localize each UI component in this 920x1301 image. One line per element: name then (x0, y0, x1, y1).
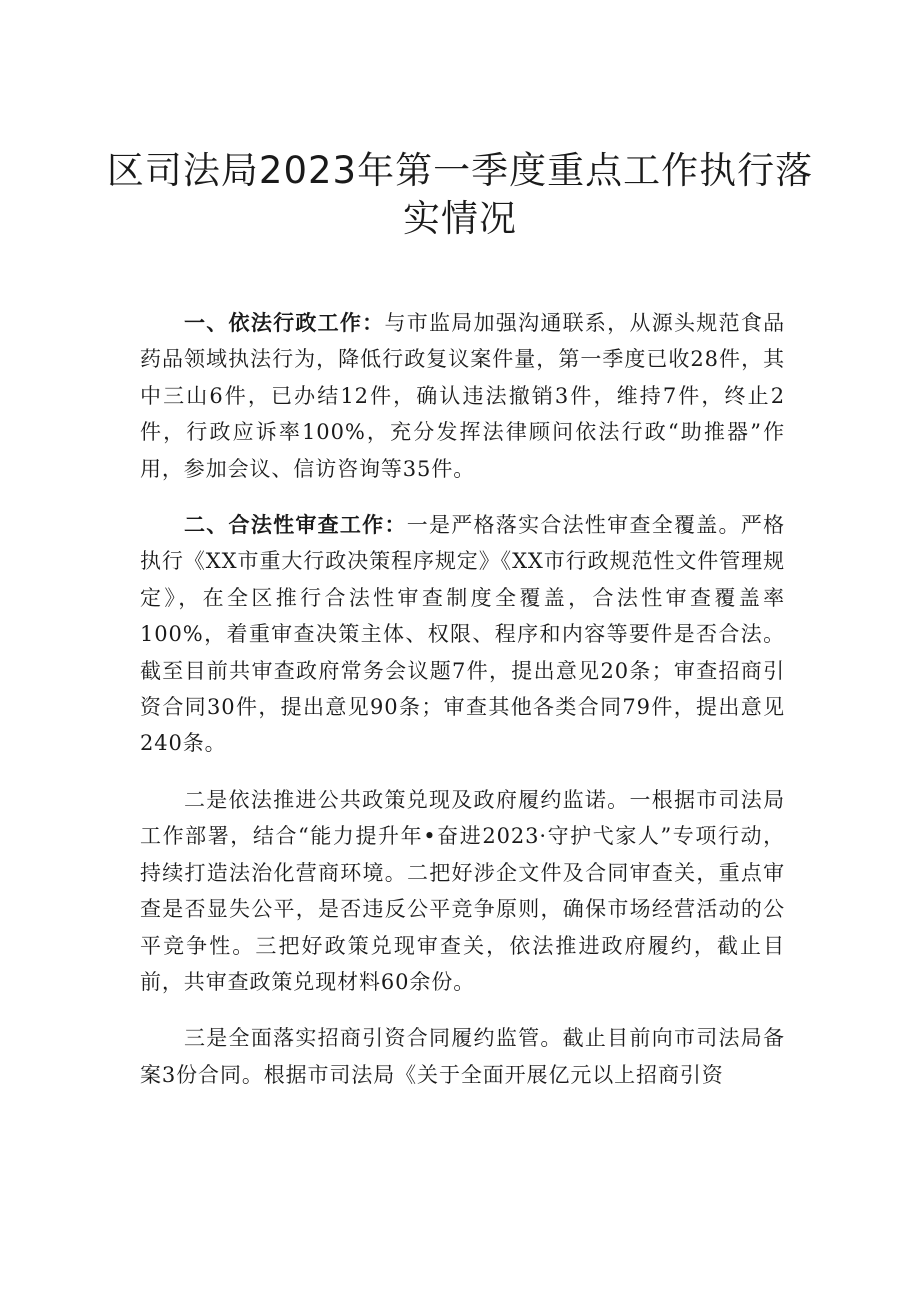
paragraph-text: 一是严格落实合法性审查全覆盖。严格执行《XX市重大行政决策程序规定》《XX市行政规范性文件管理规定》，在全区推行合法性审查制度全覆盖，合法性审查覆盖率100%，着重审查决策主体、权限、程序和内容等要件是否合法。截至目前共审查政府常务会议题7件，提出意见20条；审查招商引资合同30件，提出意见90条；审查其他各类合同79件，提出意见240条。 (140, 513, 785, 756)
paragraph-heading: 一、依法行政工作： (184, 311, 385, 335)
paragraph-administration (140, 305, 785, 487)
paragraph-contract-supervision (140, 1020, 785, 1093)
paragraph-heading: 二、合法性审查工作： (184, 513, 407, 538)
document-body (140, 305, 785, 1093)
paragraph-text: 三是全面落实招商引资合同履约监管。截止目前向市司法局备案3份合同。根据市司法局《关于全面开展亿元以上招商引资 (140, 1026, 785, 1087)
paragraph-text: 二是依法推进公共政策兑现及政府履约监诺。一根据市司法局工作部署，结合“能力提升年•奋进2023·守护弋家人”专项行动，持续打造法治化营商环境。二把好涉企文件及合同审查关，重点审查是否显失公平，是否违反公平竞争原则，确保市场经营活动的公平竞争性。三把好政策兑现审查关，依法推进政府履约，截止目前，共审查政策兑现材料60余份。 (140, 787, 785, 994)
document-title-line-1: 区司法局2023年第一季度重点工作执行落 (106, 149, 814, 192)
paragraph-text: 与市监局加强沟通联系，从源头规范食品药品领域执法行为，降低行政复议案件量，第一季度已收28件，其中三山6件，已办结12件，确认违法撤销3件，维持7件，终止2件，行政应诉率100%，充分发挥法律顾问依法行政“助推器”作用，参加会议、信访咨询等35件。 (140, 311, 785, 481)
paragraph-legality-review (140, 507, 785, 762)
document-title-line-2: 实情况 (403, 197, 517, 240)
paragraph-policy-fulfillment (140, 782, 785, 1000)
